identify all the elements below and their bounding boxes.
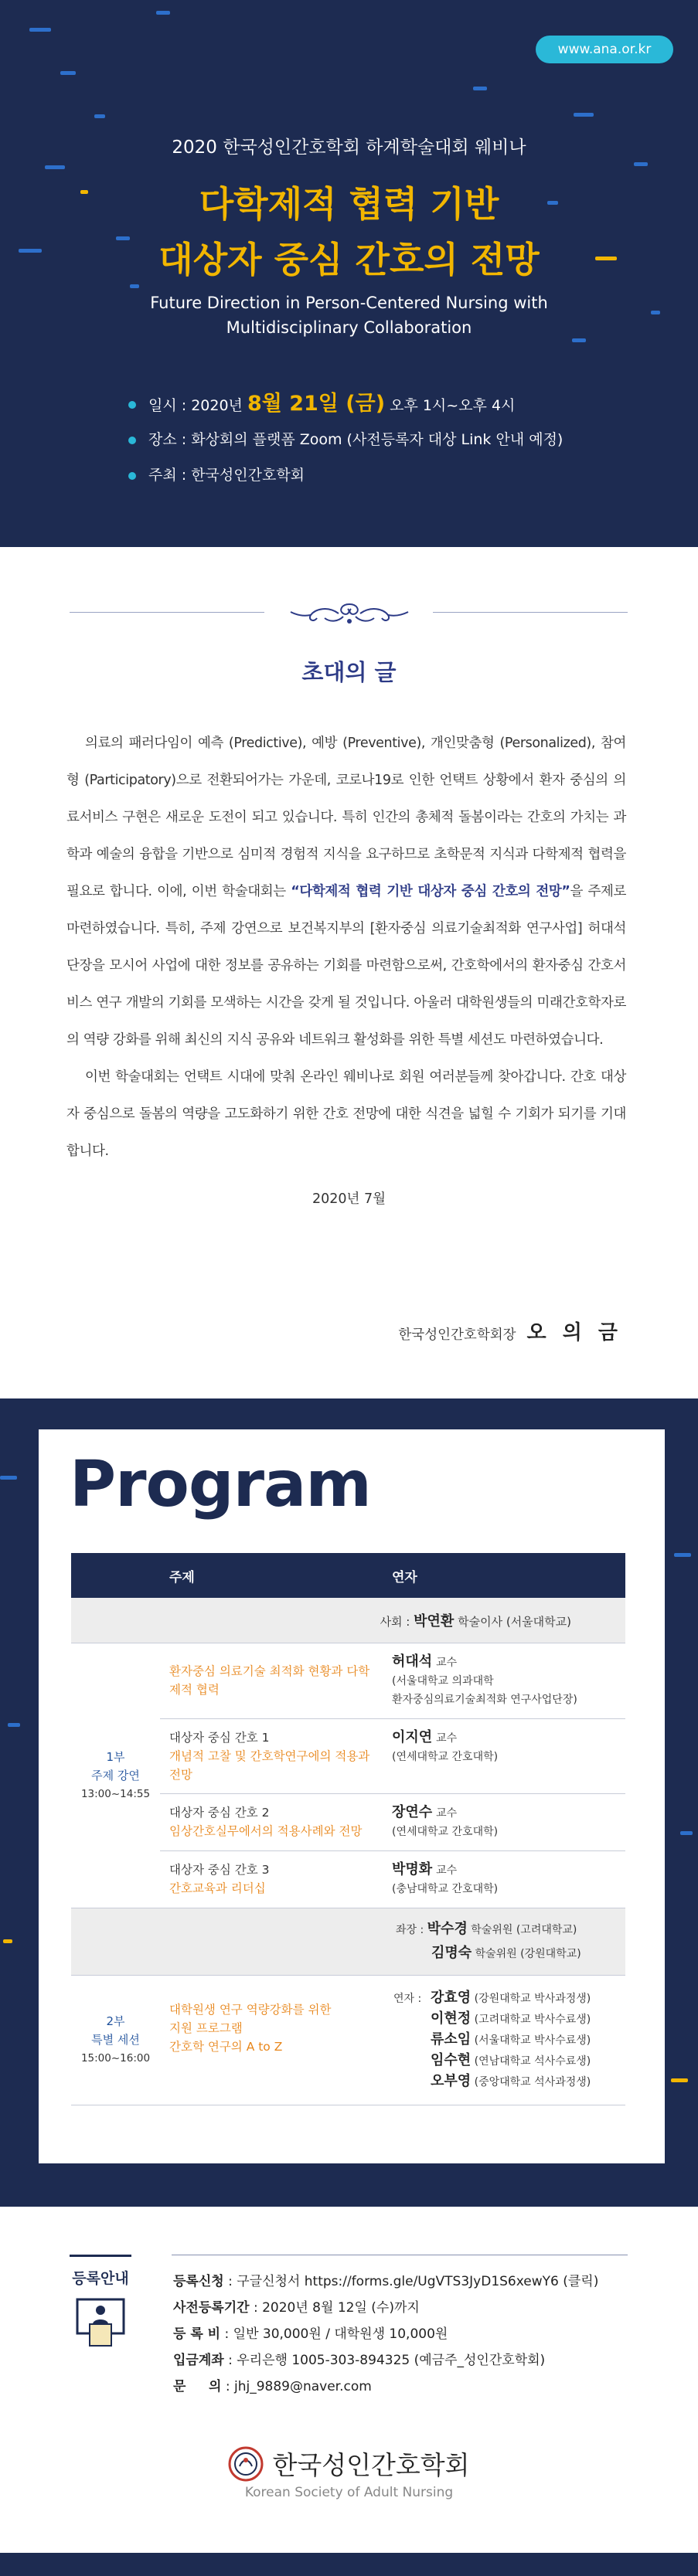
topic-orange: 대학원생 연구 역량강화를 위한 — [169, 2002, 332, 2017]
speaker-cell — [383, 1793, 625, 1850]
society-name-kr: 한국성인간호학회 — [272, 2450, 470, 2480]
header-speaker: 연자 — [383, 1553, 625, 1598]
contact-row — [173, 2374, 598, 2400]
ornament-divider — [0, 601, 698, 624]
topic-orange: 임상간호실무에서의 적용사례와 전망 — [169, 1823, 363, 1838]
decor-dash — [8, 1723, 20, 1727]
registration-details — [173, 2268, 598, 2400]
fee-value: : 일반 30,000원 / 대학원생 10,000원 — [220, 2326, 448, 2342]
chair-name: 박수경 — [427, 1920, 468, 1937]
topic-plain: 대상자 중심 간호 2 — [169, 1805, 270, 1820]
decor-dash — [473, 87, 487, 90]
topic-cell — [160, 1718, 383, 1793]
speaker-line — [393, 2030, 625, 2051]
invitation-paragraph: 이번 학술대회는 언택트 시대에 맞춰 온라인 웨비나로 회원 여러분들께 찾아갑니다. 간호 대상자 중심으로 돌봄의 역량을 고도화하기 위한 간호 전망에 대한 식견을 넓힐 수 기회가 되기를 기대합니다. — [66, 1069, 626, 1159]
event-info — [128, 386, 563, 493]
society-logo — [0, 2445, 698, 2500]
moderator-affil: 학술이사 (서울대학교) — [458, 1614, 571, 1629]
apply-value: : 구글신청서 — [223, 2274, 305, 2289]
contact-value: : jhj_9889@naver.com — [221, 2379, 372, 2394]
deadline-value: : 2020년 8월 12일 (수)까지 — [249, 2300, 420, 2316]
speaker-name: 이지연 — [392, 1728, 433, 1745]
host-row — [128, 457, 563, 493]
apply-key: 등록신청 — [173, 2274, 224, 2289]
speaker-affil: 환자중심의료기술최적화 연구사업단장) — [392, 1693, 577, 1706]
program-table — [71, 1553, 625, 2105]
registration-label: 등록안내 — [72, 2270, 129, 2287]
session2-cell — [71, 1975, 160, 2105]
topic-cell — [160, 1975, 383, 2105]
topic-orange: 개념적 고찰 및 간호학연구에의 적용과 전망 — [169, 1748, 370, 1782]
speaker-cell — [383, 1850, 625, 1908]
topic-orange: 간호교육과 리더십 — [169, 1881, 266, 1895]
speaker-affil: (서울대학교 의과대학 — [392, 1674, 494, 1687]
bullet-icon — [128, 401, 136, 409]
moderator-name: 박연환 — [414, 1613, 455, 1630]
event-title-line2: 대상자 중심 간호의 전망 — [158, 239, 540, 280]
session1-number: 1부 — [106, 1749, 125, 1764]
chair-line — [396, 1918, 625, 1942]
speaker-line — [393, 2071, 625, 2092]
hero-banner — [0, 0, 698, 547]
invitation-paragraph — [66, 725, 626, 1059]
speaker-name: 이현정 — [431, 2010, 472, 2027]
speaker-affil: (충남대학교 간호대학) — [392, 1882, 499, 1895]
session2-number: 2부 — [106, 2014, 125, 2028]
speaker-title: 교수 — [436, 1806, 458, 1820]
apply-row — [173, 2268, 598, 2295]
host-text: 주최 : 한국성인간호학회 — [148, 467, 305, 484]
chair-cell — [71, 1908, 625, 1975]
paragraph-text: 을 주제로 마련하였습니다. 특히, 주제 강연으로 보건복지부의 [환자중심 의료기술최적화 연구사업] 허대석 단장을 모시어 사업에 대한 정보를 공유하는 기회를 마련함으로써, 간호학에서의 환자중심 간호서비스 연구 개발의 기회를 모색하는 시간을 갖게 될 것입니다. 아울러 대학원생들의 미래간호학자로의 역량 강화를 위해 최신의 지식 공유와 네트워크 활성화를 위한 특별 세션도 마련하였습니다. — [66, 884, 627, 1048]
session2-name: 특별 세션 — [91, 2033, 140, 2047]
account-key: 입금계좌 — [173, 2353, 224, 2368]
moderator-row — [71, 1598, 625, 1643]
decor-dash — [156, 11, 170, 15]
speaker-cell — [383, 1643, 625, 1718]
speaker-name: 임수현 — [431, 2051, 472, 2068]
place-text: 장소 : 화상회의 플랫폼 Zoom (사전등록자 대상 Link 안내 예정) — [148, 431, 564, 448]
fee-key: 등 록 비 — [173, 2326, 221, 2342]
signature — [398, 1317, 622, 1345]
account-row — [173, 2347, 598, 2374]
event-english-title — [0, 291, 698, 340]
moderator-label: 사회 : — [380, 1614, 410, 1629]
header-empty — [71, 1553, 160, 1598]
decor-dash — [3, 1939, 12, 1943]
speaker-affil: (연남대학교 석사수료생) — [474, 2054, 591, 2068]
speaker-affil: (연세대학교 간호대학) — [392, 1825, 499, 1838]
deadline-row — [173, 2295, 598, 2321]
date-row — [128, 386, 563, 422]
invitation-body — [66, 725, 626, 1170]
speaker-title: 교수 — [436, 1656, 458, 1669]
apply-link[interactable]: https://forms.gle/UgVTS3JyD1S6xewY6 — [304, 2274, 559, 2289]
header-topic: 주제 — [160, 1553, 383, 1598]
speaker-name: 강효영 — [431, 1989, 472, 2006]
topic-cell — [160, 1793, 383, 1850]
speaker-name: 장연수 — [392, 1803, 433, 1820]
table-row — [71, 1643, 625, 1718]
decor-dash — [674, 1553, 691, 1557]
speaker-label: 연자 : — [393, 1992, 422, 2005]
invitation-date: 2020년 7월 — [312, 1191, 386, 1207]
decor-dash — [45, 165, 65, 169]
topic-cell — [160, 1643, 383, 1718]
deadline-key: 사전등록기간 — [173, 2300, 250, 2316]
date-time: 오후 1시~오후 4시 — [390, 397, 516, 414]
decor-dash — [574, 113, 594, 117]
speaker-affil: (연세대학교 간호대학) — [392, 1750, 499, 1763]
speaker-title: 교수 — [436, 1731, 458, 1745]
speaker-name: 오부영 — [431, 2072, 472, 2089]
speaker-line — [393, 2009, 625, 2030]
decor-dash — [680, 1831, 693, 1835]
speaker-name: 허대석 — [392, 1653, 433, 1670]
society-name-en: Korean Society of Adult Nursing — [244, 2485, 454, 2500]
event-title-line1: 다학제적 협력 기반 — [199, 183, 499, 225]
invitation-title: 초대의 글 — [301, 659, 397, 685]
ornament-icon — [288, 600, 411, 626]
speaker-name: 류소임 — [431, 2031, 472, 2048]
table-row — [71, 1975, 625, 2105]
decor-dash — [60, 71, 76, 75]
speaker-cell — [383, 1718, 625, 1793]
account-value: : 우리은행 1005-303-894325 (예금주_성인간호학회) — [223, 2353, 546, 2368]
topic-orange: 간호학 연구의 A to Z — [169, 2039, 283, 2054]
divider-line — [70, 612, 264, 613]
speaker-affil: (강원대학교 박사과정생) — [474, 1992, 591, 2005]
signature-title: 한국성인간호학회장 — [398, 1327, 516, 1343]
chair-affil: 학술위원 (고려대학교) — [471, 1923, 577, 1936]
english-title-line2: Multidisciplinary Collaboration — [226, 318, 472, 337]
website-link[interactable]: www.ana.or.kr — [536, 36, 673, 63]
topic-cell — [160, 1850, 383, 1908]
session1-name: 주제 강연 — [91, 1768, 140, 1782]
footer-bar — [0, 2553, 698, 2576]
divider-line — [433, 612, 628, 613]
signature-name: 오 의 금 — [526, 1321, 622, 1344]
decor-dash — [130, 284, 139, 288]
date-highlight: 8월 21일 (금) — [247, 392, 386, 416]
chair-name: 김명숙 — [431, 1944, 472, 1961]
program-title: Program — [70, 1448, 371, 1521]
topic-plain: 대상자 중심 간호 3 — [169, 1862, 270, 1877]
session1-time: 13:00~14:55 — [80, 1787, 151, 1800]
fee-row — [173, 2321, 598, 2347]
event-subtitle: 2020 한국성인간호학회 하계학술대회 웨비나 — [172, 138, 526, 158]
chair-line — [396, 1942, 625, 1966]
session2-speakers — [383, 1975, 625, 2105]
bullet-icon — [128, 437, 136, 444]
session1-cell — [71, 1643, 160, 1908]
contact-key: 문 의 — [173, 2379, 222, 2394]
chair-row — [71, 1908, 625, 1975]
paragraph-text: 의료의 패러다임이 예측 (Predictive), 예방 (Preventive), 개인맞춤형 (Personalized), 참여형 (Participatory)으로 전환되어가는 가운데, 코로나19로 인한 언택트 상황에서 환자 중심의 의료서비스 구현은 새로운 도전이 되고 있습니다. 특히 인간의 총체적 돌봄이라는 간호의 가치는 과학과 예술의 융합을 기반으로 심미적 경험적 지식을 요구하므로 초학문적 지식과 다학제적 협력을 필요로 합니다. 이에, 이번 학술대회는 — [66, 736, 626, 899]
speaker-line — [393, 2051, 625, 2071]
decor-dash — [671, 2078, 688, 2082]
decor-dash — [0, 1476, 17, 1480]
topic-orange: 지원 프로그램 — [169, 2020, 243, 2035]
bullet-icon — [128, 472, 136, 480]
english-title-line1: Future Direction in Person-Centered Nursing with — [150, 294, 548, 312]
chair-affil: 학술위원 (강원대학교) — [475, 1947, 581, 1960]
date-label: 일시 : 2020년 — [148, 397, 243, 414]
registration-rule — [70, 2255, 131, 2257]
topic-orange: 환자중심 의료기술 최적화 현황과 다학제적 협력 — [169, 1664, 370, 1697]
session2-time: 15:00~16:00 — [80, 2052, 151, 2065]
decor-dash — [94, 114, 105, 118]
speaker-affil: (중앙대학교 석사과정생) — [474, 2075, 591, 2088]
speaker-line — [393, 1988, 625, 2009]
theme-highlight: “다학제적 협력 기반 대상자 중심 간호의 전망” — [291, 884, 570, 899]
speaker-affil: (고려대학교 박사수료생) — [474, 2013, 591, 2026]
speaker-affil: (서울대학교 박사수료생) — [474, 2034, 591, 2047]
chair-label: 좌장 : — [396, 1923, 424, 1936]
moderator-cell — [71, 1598, 625, 1643]
decor-dash — [634, 162, 648, 166]
podium-icon — [76, 2298, 125, 2347]
topic-plain: 대상자 중심 간호 1 — [169, 1730, 270, 1745]
apply-click: (클릭) — [558, 2274, 599, 2289]
society-emblem-icon — [228, 2446, 264, 2482]
decor-dash — [29, 28, 51, 32]
place-row — [128, 422, 563, 457]
speaker-title: 교수 — [436, 1864, 458, 1877]
speaker-name: 박명화 — [392, 1861, 433, 1878]
table-header — [71, 1553, 625, 1598]
